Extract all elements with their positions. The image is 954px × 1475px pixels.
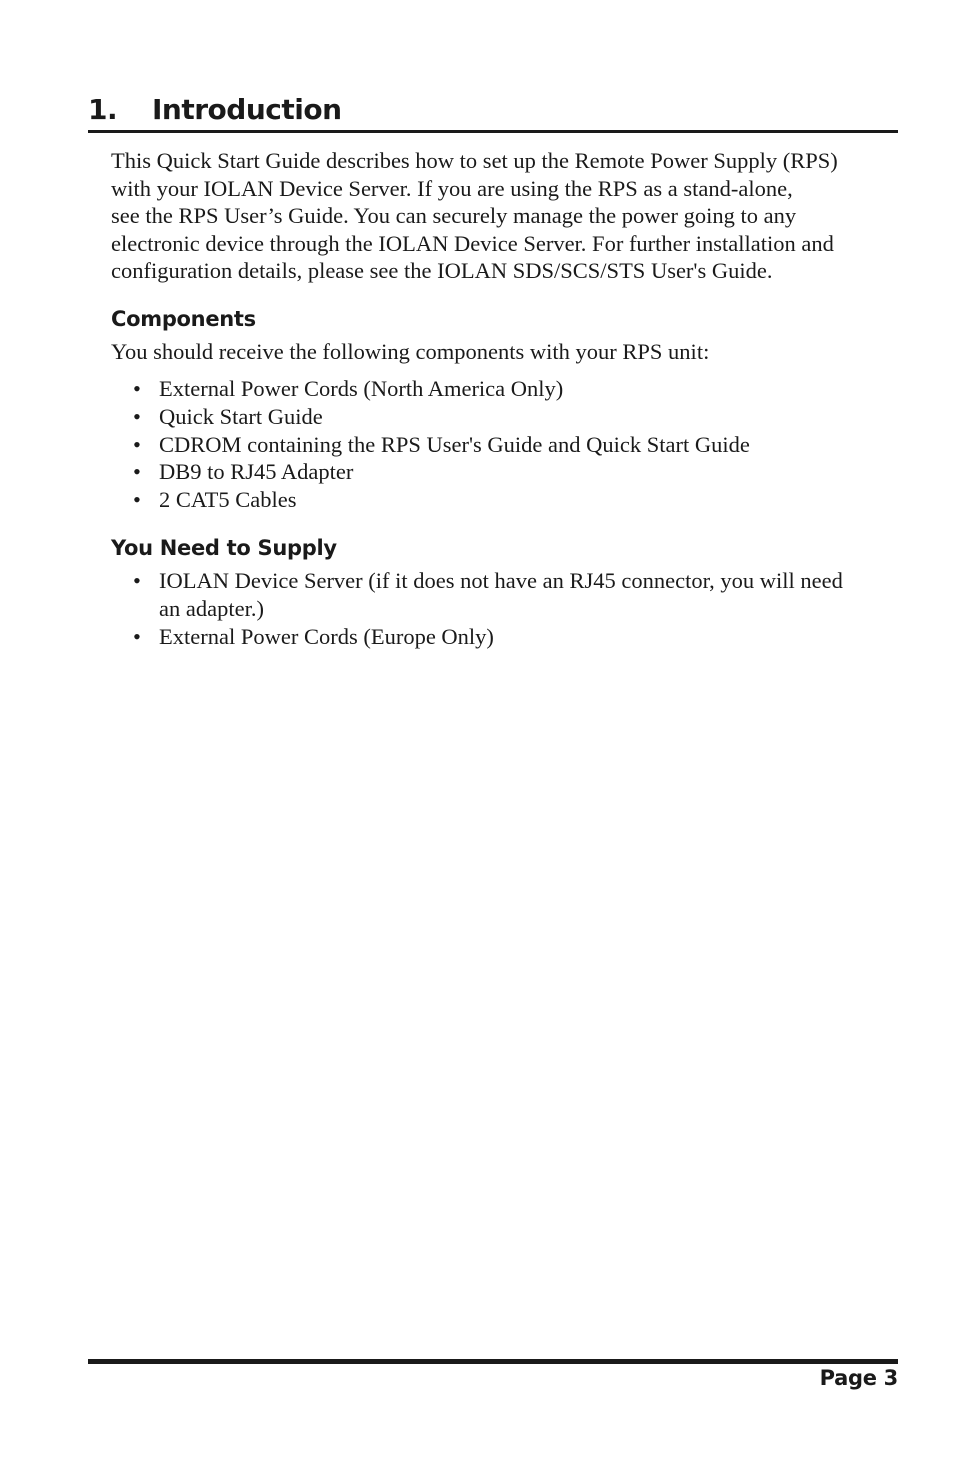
components-heading: Components xyxy=(111,307,256,331)
intro-paragraph xyxy=(111,147,901,285)
list-item xyxy=(133,431,903,459)
list-item-text-continued: an adapter.) xyxy=(159,595,264,621)
bullet-icon: • xyxy=(133,487,141,513)
supply-list xyxy=(133,567,903,650)
list-item-text: DB9 to RJ45 Adapter xyxy=(159,459,354,485)
list-item xyxy=(133,623,903,651)
list-item-text: External Power Cords (North America Only) xyxy=(159,376,564,401)
bullet-icon: • xyxy=(133,403,141,429)
section-number: 1. xyxy=(88,93,118,126)
section-heading xyxy=(88,92,898,133)
bullet-icon: • xyxy=(133,459,141,485)
list-item-text: Quick Start Guide xyxy=(159,403,323,429)
section-title: Introduction xyxy=(152,93,342,126)
intro-line: see the RPS User’s Guide. You can securely manage the power going to any xyxy=(111,203,797,229)
intro-line: configuration details, please see the IOLAN SDS/SCS/STS User's Guide. xyxy=(111,258,773,284)
list-item-text: IOLAN Device Server (if it does not have an RJ45 connector, you will need xyxy=(159,568,843,593)
page-number: Page 3 xyxy=(819,1366,898,1390)
intro-line: electronic device through the IOLAN Device Server. For further installation and xyxy=(111,230,834,256)
list-item xyxy=(133,567,903,623)
bullet-icon: • xyxy=(133,431,141,457)
list-item xyxy=(133,375,903,403)
components-lead xyxy=(111,338,901,366)
components-list xyxy=(133,375,903,514)
bullet-icon: • xyxy=(133,568,141,593)
list-item-text: External Power Cords (Europe Only) xyxy=(159,623,494,649)
bullet-icon: • xyxy=(133,376,141,401)
supply-heading: You Need to Supply xyxy=(111,536,337,560)
list-item-text: 2 CAT5 Cables xyxy=(159,487,297,513)
list-item xyxy=(133,458,903,486)
list-item-text: CDROM containing the RPS User's Guide and Quick Start Guide xyxy=(159,431,750,457)
list-item xyxy=(133,403,903,431)
list-item xyxy=(133,486,903,514)
intro-line: This Quick Start Guide describes how to set up the Remote Power Supply (RPS) xyxy=(111,148,838,173)
bullet-icon: • xyxy=(133,623,141,649)
footer-rule xyxy=(88,1359,898,1364)
components-lead-line: You should receive the following components with your RPS unit: xyxy=(111,339,710,364)
intro-line: with your IOLAN Device Server. If you are using the RPS as a stand-alone, xyxy=(111,175,793,201)
